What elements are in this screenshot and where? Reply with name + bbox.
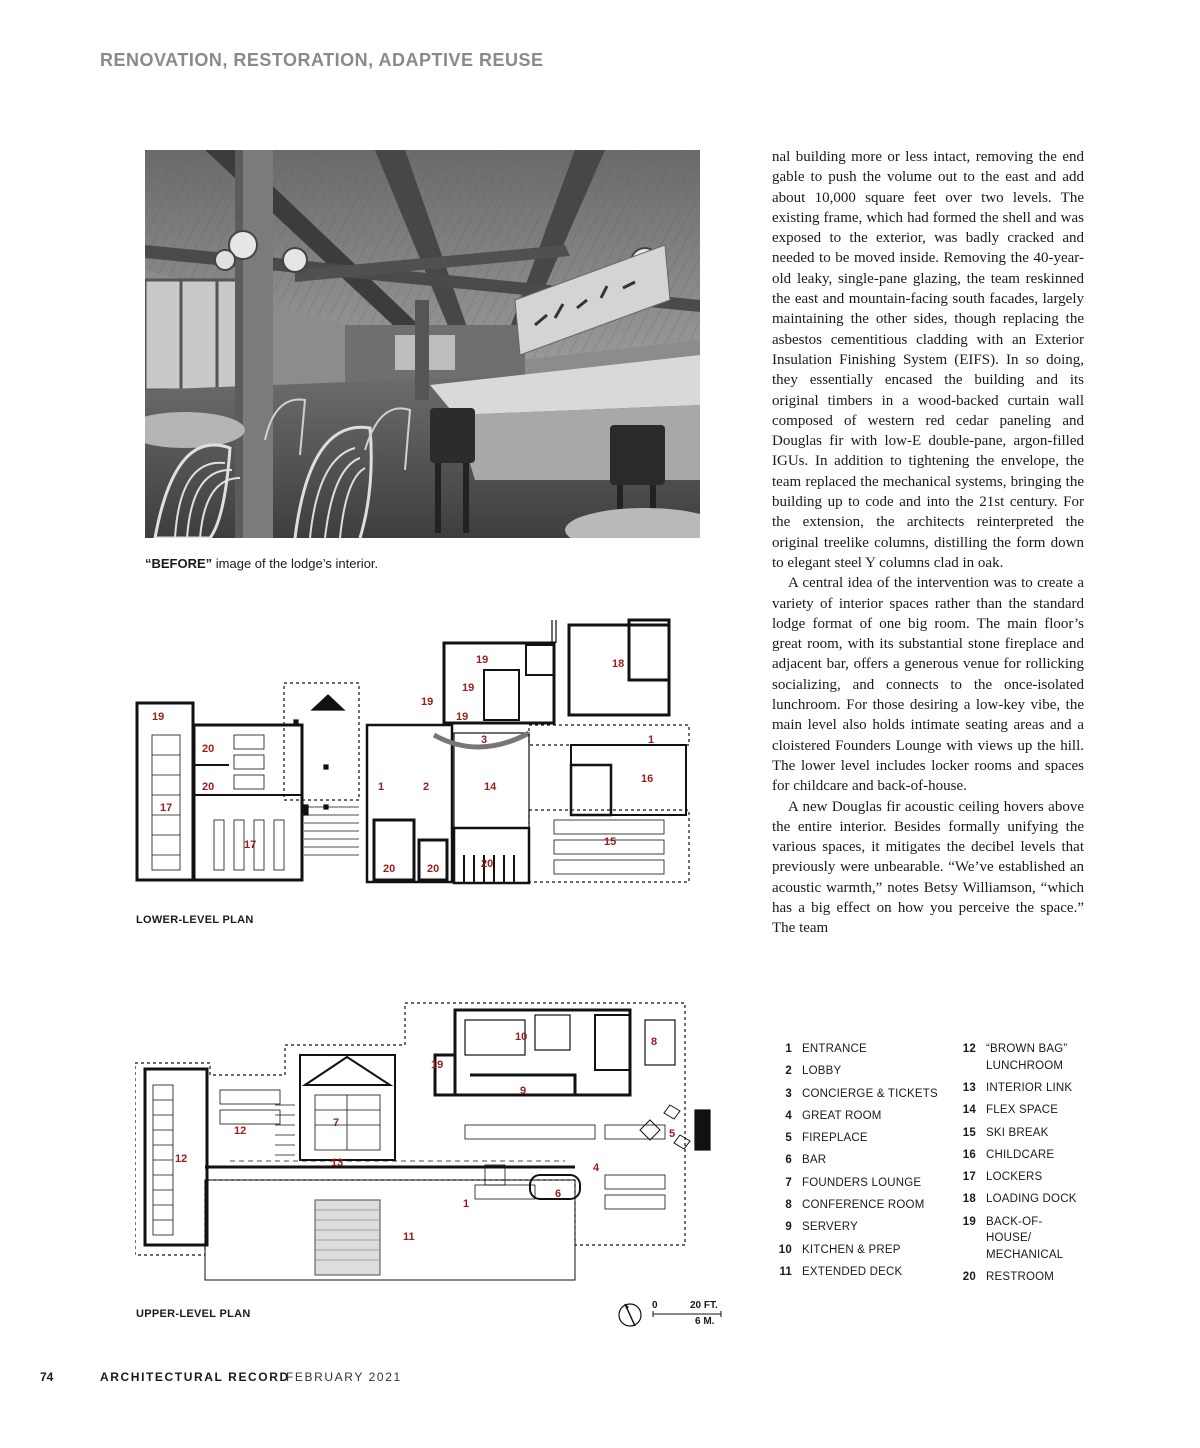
- legend-number: 4: [785, 1109, 792, 1122]
- lower-plan-number: 1: [378, 781, 385, 793]
- legend-number: 5: [785, 1132, 792, 1145]
- legend-item: [770, 1086, 945, 1103]
- north-arrow-icon: [617, 1300, 643, 1330]
- lower-level-plan: [134, 615, 696, 885]
- legend-item: [954, 1214, 1084, 1264]
- lower-plan-number: 19: [456, 711, 469, 723]
- legend-label: RESTROOM: [986, 1271, 1055, 1284]
- lower-plan-number: 19: [476, 654, 489, 666]
- legend-item: [770, 1242, 945, 1259]
- upper-plan-number: 13: [331, 1157, 344, 1169]
- legend-number: 18: [962, 1193, 976, 1206]
- upper-level-plan: [135, 985, 717, 1285]
- upper-plan-number: 12: [234, 1125, 247, 1137]
- legend-number: 2: [785, 1065, 792, 1078]
- scale-zero: 0: [652, 1300, 658, 1311]
- upper-plan-number: 12: [175, 1153, 188, 1165]
- legend-item: [770, 1219, 945, 1236]
- legend-label: FOUNDERS LOUNGE: [802, 1176, 922, 1189]
- lower-plan-number: 20: [202, 781, 215, 793]
- upper-plan-number: 8: [651, 1036, 658, 1048]
- lower-plan-number: 2: [423, 781, 430, 793]
- legend-label: FIREPLACE: [802, 1132, 868, 1145]
- legend-item: [954, 1102, 1084, 1119]
- legend-label: EXTENDED DECK: [802, 1265, 903, 1278]
- legend-item: [954, 1191, 1084, 1208]
- photo-caption: [145, 556, 378, 571]
- legend-item: [770, 1130, 945, 1147]
- lower-plan-number: 20: [383, 863, 396, 875]
- upper-plan-number: 19: [431, 1059, 444, 1071]
- legend-number: 10: [778, 1243, 792, 1256]
- legend-item: [954, 1269, 1084, 1286]
- lower-plan-number: 20: [202, 743, 215, 755]
- legend-item: [954, 1041, 1084, 1074]
- legend-item: [770, 1152, 945, 1169]
- legend-label: SKI BREAK: [986, 1126, 1049, 1139]
- lower-plan-number: 20: [427, 863, 440, 875]
- legend-label: CONFERENCE ROOM: [802, 1199, 925, 1212]
- legend-item: [954, 1169, 1084, 1186]
- legend-item: [770, 1175, 945, 1192]
- journal-name: ARCHITECTURAL RECORD: [100, 1370, 290, 1384]
- legend-number: 7: [785, 1176, 792, 1189]
- legend-label: CHILDCARE: [986, 1148, 1055, 1161]
- article-body: [772, 147, 1084, 939]
- legend-left: [770, 1041, 945, 1286]
- legend-label: FLEX SPACE: [986, 1104, 1059, 1117]
- issue-date: FEBRUARY 2021: [286, 1370, 402, 1384]
- legend-number: 13: [962, 1082, 976, 1094]
- lower-plan-number: 17: [160, 802, 173, 814]
- legend-item: [770, 1063, 945, 1080]
- legend-number: 15: [962, 1126, 976, 1139]
- upper-plan-number: 6: [555, 1188, 562, 1200]
- upper-plan-number: 7: [333, 1117, 340, 1129]
- legend-number: 12: [962, 1043, 976, 1055]
- lower-plan-number: 20: [481, 858, 494, 870]
- scale-meters: 6 M.: [695, 1316, 715, 1327]
- legend-number: 17: [962, 1171, 976, 1184]
- article-paragraph: A central idea of the intervention was to create a variety of interior spaces rather than the standard lodge format of one big room. The main floor’s great room, with its substantial stone fireplace and adjacent bar, offers a generous venue for rollicking socializing, and connects to the once-isolated lunchroom. For those desiring a low-key vibe, the main level also holds intimate seating areas and a cloistered Founders Lounge with views up the hill. The lower level includes locker rooms and spaces for childcare and back-of-house.: [772, 575, 1084, 795]
- upper-plan-number: 9: [520, 1085, 527, 1097]
- upper-plan-number: 4: [593, 1162, 600, 1174]
- upper-plan-number: 5: [669, 1128, 676, 1140]
- legend-item: [770, 1264, 945, 1281]
- legend-label: LOCKERS: [986, 1171, 1043, 1184]
- upper-plan-title: UPPER-LEVEL PLAN: [136, 1308, 251, 1320]
- legend-number: 6: [785, 1154, 792, 1167]
- legend-number: 11: [779, 1265, 792, 1278]
- legend-label: SERVERY: [802, 1221, 858, 1234]
- legend-number: 3: [785, 1087, 792, 1100]
- legend-number: 9: [785, 1221, 792, 1234]
- legend-label: “BROWN BAG” LUNCHROOM: [986, 1043, 1068, 1072]
- legend-number: 16: [962, 1148, 976, 1161]
- legend-item: [770, 1197, 945, 1214]
- legend-label: INTERIOR LINK: [986, 1082, 1073, 1094]
- lower-plan-number: 3: [481, 734, 488, 746]
- legend-label: KITCHEN & PREP: [802, 1243, 901, 1256]
- lower-plan-number: 19: [421, 696, 434, 708]
- section-header: RENOVATION, RESTORATION, ADAPTIVE REUSE: [100, 50, 544, 70]
- legend-item: [770, 1041, 945, 1058]
- page-number: 74: [40, 1370, 54, 1384]
- upper-plan-number: 10: [515, 1031, 528, 1043]
- lower-plan-number: 15: [604, 836, 617, 848]
- caption-text: image of the lodge’s interior.: [212, 556, 379, 571]
- upper-plan-number: 1: [463, 1198, 470, 1210]
- legend-label: LOADING DOCK: [986, 1193, 1077, 1206]
- lower-plan-number: 1: [648, 734, 655, 746]
- lower-plan-number: 19: [462, 682, 475, 694]
- legend-label: CONCIERGE & TICKETS: [802, 1087, 938, 1100]
- lower-plan-number: 17: [244, 839, 257, 851]
- legend-item: [770, 1108, 945, 1125]
- legend-item: [954, 1125, 1084, 1142]
- legend-label: BAR: [802, 1154, 827, 1167]
- lower-plan-number: 18: [612, 658, 625, 670]
- caption-lead: “BEFORE”: [145, 556, 213, 571]
- legend-label: GREAT ROOM: [802, 1109, 882, 1122]
- scale-feet: 20 FT.: [690, 1300, 718, 1311]
- article-paragraph: A new Douglas fir acoustic ceiling hovers above the entire interior. Besides formally unifying the various spaces, it mitigates the decibel levels that previously were unbearable. “We’ve established an acoustic warmth,” notes Betsy Williamson, “which has a big effect on how you perceive the space.” The team: [772, 798, 1084, 937]
- lower-plan-number: 16: [641, 773, 654, 785]
- lower-plan-title: LOWER-LEVEL PLAN: [136, 914, 254, 926]
- before-interior-photo: [145, 150, 700, 538]
- upper-plan-number: 11: [403, 1231, 415, 1243]
- legend-label: BACK-OF-HOUSE/ MECHANICAL: [986, 1215, 1064, 1262]
- lower-plan-number: 19: [152, 711, 165, 723]
- legend-label: LOBBY: [802, 1065, 842, 1078]
- lower-plan-number: 14: [484, 781, 497, 793]
- legend-item: [954, 1080, 1084, 1097]
- legend-number: 1: [785, 1043, 792, 1055]
- article-paragraph: nal building more or less intact, removing the end gable to push the volume out to the east and add about 10,000 square feet over two levels. The existing frame, which had formed the shell and was exposed to the exterior, was badly cracked and needed to be moved inside. Removing the 40-year-old leaky, single-pane glazing, the team reskinned the east and mountain-facing south facades, largely maintaining the other sides, though replacing the asbestos cementitious cladding with an Exterior Insulation Finishing System (EIFS). In so doing, they essentially encased the building and its original timbers in a wood-backed curtain wall composed of western red cedar paneling and Douglas fir with low-E double-pane, argon-filled IGUs. In addition to tightening the envelope, the team replaced the mechanical systems, bringing the building up to code and into the 21st century. For the extension, the architects reinterpreted the original treelike columns, distilling the form down to elegant steel Y columns clad in oak.: [772, 149, 1084, 571]
- legend-number: 8: [785, 1199, 792, 1212]
- legend-number: 20: [962, 1271, 976, 1284]
- legend-number: 14: [962, 1104, 976, 1117]
- legend-number: 19: [962, 1215, 976, 1228]
- legend-item: [954, 1147, 1084, 1164]
- legend-right: [954, 1041, 1084, 1292]
- legend-label: ENTRANCE: [802, 1043, 867, 1055]
